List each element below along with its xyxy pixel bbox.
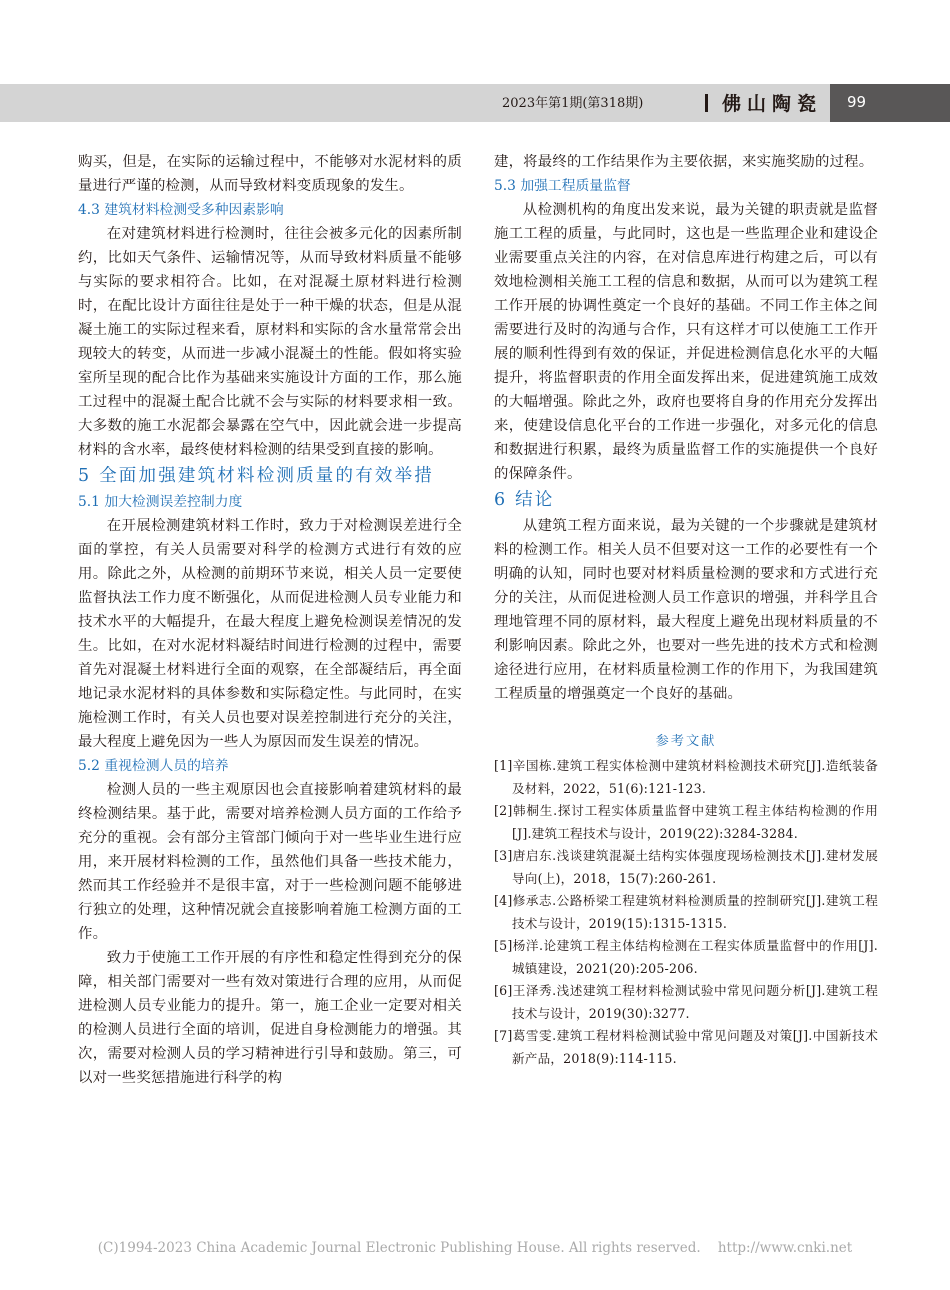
left-column [78, 150, 462, 1090]
paragraph-5-3: 从检测机构的角度出发来说，最为关键的职责就是监督施工工程的质量，与此同时，这也是一些监理企业和建设企业需要重点关注的内容，在对信息库进行构建之后，可以有效地检测相关施工工程的信息和数据，从而可以为建筑工程工作开展的协调性奠定一个良好的基础。不同工作主体之间需要进行及时的沟通与合作，只有这样才可以使施工工作开展的顺利性得到有效的保证，并促进检测信息化水平的大幅提升，将监督职责的作用全面发挥出来，促进建筑施工成效的大幅增强。除此之外，政府也要将自身的作用充分发挥出来，使建设信息化平台的工作进一步强化，对多元化的信息和数据进行积累，最终为质量监督工作的实施提供一个良好的保障条件。 [494, 202, 878, 482]
section-heading-5-1: 5.1 加大检测误差控制力度 [78, 494, 243, 510]
section-heading-5: 5 全面加强建筑材料检测质量的有效举措 [78, 466, 434, 486]
paragraph-6: 从建筑工程方面来说，最为关键的一个步骤就是建筑材料的检测工作。相关人员不但要对这一工作的必要性有一个明确的认知，同时也要对材料质量检测的要求和方式进行充分的关注，从而促进检测人员工作意识的增强，并科学且合理地管理不同的原材料，最大程度上避免出现材料质量的不利影响因素。除此之外，也要对一些先进的技术方式和检测途径进行应用，在材料质量检测工作的作用下，为我国建筑工程质量的增强奠定一个良好的基础。 [494, 518, 878, 702]
reference-item: [5]杨洋.论建筑工程主体结构检测在工程实体质量监督中的作用[J].城镇建设，2021(20):205-206. [494, 938, 878, 976]
reference-item: [3]唐启东.浅谈建筑混凝土结构实体强度现场检测技术[J].建材发展导向(上)，2018，15(7):260-261. [494, 848, 878, 886]
references-title: 参考文献 [655, 734, 717, 749]
issue-info: 2023年第1期(第318期) [502, 96, 644, 111]
reference-item: [1]辛国栋.建筑工程实体检测中建筑材料检测技术研究[J].造纸装备及材料，2022，51(6):121-123. [494, 758, 878, 796]
reference-item: [4]修承志.公路桥梁工程建筑材料检测质量的控制研究[J].建筑工程技术与设计，2019(15):1315-1315. [494, 893, 878, 931]
header-divider [705, 94, 708, 112]
journal-name: 佛山陶瓷 [722, 93, 823, 115]
reference-item: [2]韩桐生.探讨工程实体质量监督中建筑工程主体结构检测的作用[J].建筑工程技术与设计，2019(22):3284-3284. [494, 803, 878, 841]
section-heading-5-2: 5.2 重视检测人员的培养 [78, 758, 229, 774]
reference-item: [6]王泽秀.浅述建筑工程材料检测试验中常见问题分析[J].建筑工程技术与设计，2019(30):3277. [494, 983, 878, 1021]
reference-item: [7]葛雪雯.建筑工程材料检测试验中常见问题及对策[J].中国新技术新产品，2018(9):114-115. [494, 1028, 878, 1066]
page-number: 99 [847, 93, 867, 111]
paragraph-5-2b: 致力于使施工工作开展的有序性和稳定性得到充分的保障，相关部门需要对一些有效对策进行合理的应用，从而促进检测人员专业能力的提升。第一，施工企业一定要对相关的检测人员进行全面的培训，促进自身检测能力的增强。其次，需要对检测人员的学习精神进行引导和鼓励。第三，可以对一些奖惩措施进行科学的构 [78, 950, 462, 1086]
continued-paragraph: 购买，但是，在实际的运输过程中，不能够对水泥材料的质量进行严谨的检测，从而导致材料变质现象的发生。 [78, 154, 462, 194]
section-heading-5-3: 5.3 加强工程质量监督 [494, 178, 631, 194]
continued-paragraph: 建，将最终的工作结果作为主要依据，来实施奖励的过程。 [494, 154, 874, 170]
paragraph-4-3: 在对建筑材料进行检测时，往往会被多元化的因素所制约，比如天气条件、运输情况等，从而导致材料质量不能够与实际的要求相符合。比如，在对混凝土原材料进行检测时，在配比设计方面往往是处于一种干燥的状态，但是从混凝土施工的实际过程来看，原材料和实际的含水量常常会出现较大的转变，从而进一步减小混凝土的性能。假如将实验室所呈现的配合比作为基础来实施设计方面的工作，那么施工过程中的混凝土配合比就不会与实际的材料要求相一致。大多数的施工水泥都会暴露在空气中，因此就会进一步提高材料的含水率，最终使材料检测的结果受到直接的影响。 [78, 226, 462, 458]
section-heading-6: 6 结论 [494, 490, 555, 510]
section-heading-4-3: 4.3 建筑材料检测受多种因素影响 [78, 202, 284, 218]
paragraph-5-1: 在开展检测建筑材料工作时，致力于对检测误差进行全面的掌控，有关人员需要对科学的检测方式进行有效的应用。除此之外，从检测的前期环节来说，相关人员一定要使监督执法工作力度不断强化，从而促进检测人员专业能力和技术水平的大幅提升，在最大程度上避免检测误差情况的发生。比如，在对水泥材料凝结时间进行检测的过程中，需要首先对混凝土材料进行全面的观察，在全部凝结后，再全面地记录水泥材料的具体参数和实际稳定性。与此同时，在实施检测工作时，有关人员也要对误差控制进行充分的关注，最大程度上避免因为一些人为原因而发生误差的情况。 [78, 518, 462, 750]
right-column [494, 150, 878, 1070]
paragraph-5-2a: 检测人员的一些主观原因也会直接影响着建筑材料的最终检测结果。基于此，需要对培养检测人员方面的工作给予充分的重视。会有部分主管部门倾向于对一些毕业生进行应用，来开展材料检测的工作，虽然他们具备一些技术能力，然而其工作经验并不是很丰富，对于一些检测问题不能够进行独立的处理，这种情况就会直接影响着施工检测方面的工作。 [78, 782, 462, 942]
copyright-footer: (C)1994-2023 China Academic Journal Electronic Publishing House. All rights reserved. http://www.cnki.net [97, 1240, 853, 1256]
